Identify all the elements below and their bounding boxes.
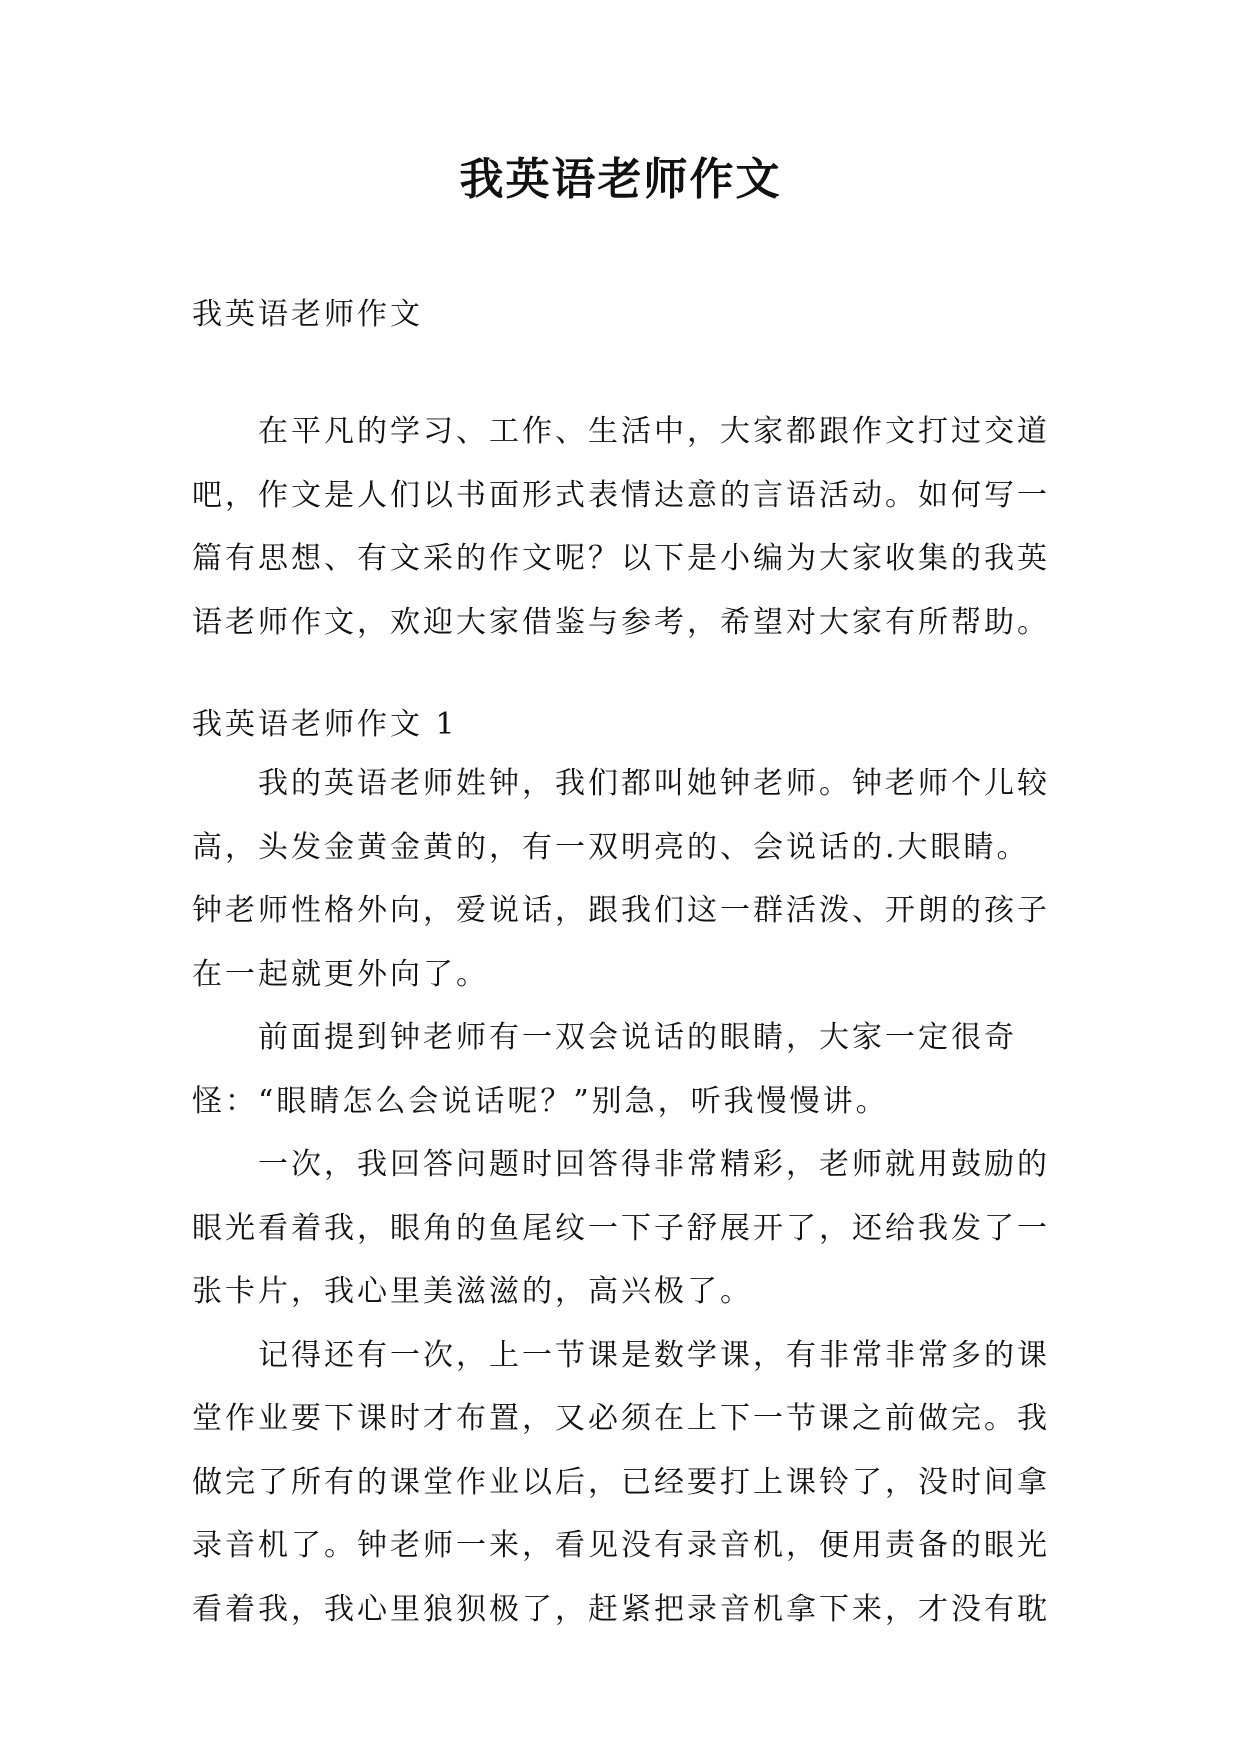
document-subtitle: 我英语老师作文 xyxy=(192,297,423,332)
essay-paragraph: 我的英语老师姓钟，我们都叫她钟老师。钟老师个儿较高，头发金黄金黄的，有一双明亮的、会说话的.大眼睛。钟老师性格外向，爱说话，跟我们这一群活泼、开朗的孩子在一起就更外向了。 xyxy=(192,766,1050,992)
essay-paragraph: 一次，我回答问题时回答得非常精彩，老师就用鼓励的眼光看着我，眼角的鱼尾纹一下子舒展开了，还给我发了一张卡片，我心里美滋滋的，高兴极了。 xyxy=(192,1147,1050,1309)
essay-paragraph: 记得还有一次，上一节课是数学课，有非常非常多的课堂作业要下课时才布置，又必须在上下一节课之前做完。我做完了所有的课堂作业以后，已经要打上课铃了，没时间拿录音机了。钟老师一来，看见没有录音机，便用责备的眼光看着我，我心里狼狈极了，赶紧把录音机拿下来，才没有耽 xyxy=(192,1337,1050,1627)
document-title: 我英语老师作文 xyxy=(459,154,782,205)
essay-body xyxy=(192,752,1062,1641)
section-heading: 我英语老师作文 1 xyxy=(192,707,458,742)
intro-paragraph: 在平凡的学习、工作、生活中，大家都跟作文打过交道吧，作文是人们以书面形式表情达意的言语活动。如何写一篇有思想、有文采的作文呢？以下是小编为大家收集的我英语老师作文，欢迎大家借鉴与参考，希望对大家有所帮助。 xyxy=(192,414,1050,640)
essay-paragraph: 前面提到钟老师有一双会说话的眼睛，大家一定很奇怪：“眼睛怎么会说话呢？”别急，听我慢慢讲。 xyxy=(192,1020,1017,1119)
